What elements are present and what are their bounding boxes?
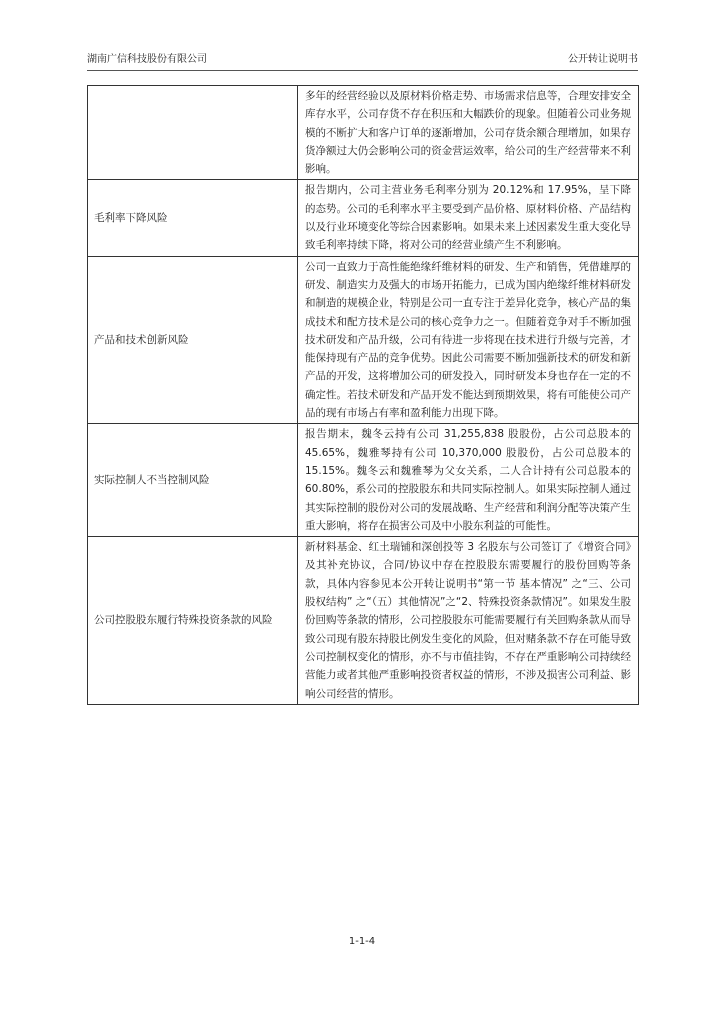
risk-name-cell: 产品和技术创新风险 [88,256,298,424]
header-divider [87,70,638,71]
company-name: 湖南广信科技股份有限公司 [87,54,207,65]
risk-table [87,85,639,705]
risk-description-cell [298,256,639,424]
table-row [88,180,639,256]
risk-name-cell: 毛利率下降风险 [88,180,298,256]
risk-description: 报告期末，魏冬云持有公司 31,255,838 股股份，占公司总股本的 45.65%，魏雅琴持有公司 10,370,000 股股份，占公司总股本的 15.15%。魏冬云和魏雅琴为父女关系，二人合计持有公司总股本的 60.80%，系公司的控股股东和共同实际控制人。如果实际控制人通过其实际控制的股份对公司的发展战略、生产经营和利润分配等决策产生重大影响，将存在损害公司及中小股东利益的可能性。 [305,428,631,532]
risk-description: 多年的经营经验以及原材料价格走势、市场需求信息等，合理安排安全库存水平，公司存货不存在积压和大幅跌价的现象。但随着公司业务规模的不断扩大和客户订单的逐渐增加，公司存货余额合理增加，如果存货净额过大仍会影响公司的资金营运效率，给公司的生产经营带来不利影响。 [305,90,631,176]
page-header [87,51,638,69]
table-row [88,86,639,180]
document-title: 公开转让说明书 [568,54,638,65]
table-row [88,256,639,424]
risk-description-cell [298,424,639,537]
risk-description-cell [298,86,639,180]
risk-description-cell [298,180,639,256]
table-row [88,424,639,537]
page-number: 1-1-4 [348,936,376,947]
risk-description: 报告期内，公司主营业务毛利率分别为 20.12%和 17.95%，呈下降的态势。公司的毛利率水平主要受到产品价格、原材料价格、产品结构以及行业环境变化等综合因素影响。如果未来上述因素发生重大变化导致毛利率持续下降，将对公司的经营业绩产生不利影响。 [305,184,631,252]
table-row [88,537,639,705]
risk-name-cell: 公司控股股东履行特殊投资条款的风险 [88,537,298,705]
risk-description: 公司一直致力于高性能绝缘纤维材料的研发、生产和销售，凭借雄厚的研发、制造实力及强大的市场开拓能力，已成为国内绝缘纤维材料研发和制造的规模企业，特别是公司一直专注于差异化竞争，核心产品的集成技术和配方技术是公司的核心竞争力之一。但随着竞争对手不断加强技术研发和产品升级，公司有待进一步将现在技术进行升级与完善，才能保持现有产品的竞争优势。因此公司需要不断加强新技术的研发和新产品的开发，这将增加公司的研发投入，同时研发本身也存在一定的不确定性。若技术研发和产品开发不能达到预期效果，将有可能使公司产品的现有市场占有率和盈利能力出现下降。 [305,260,631,420]
risk-description-cell [298,537,639,705]
risk-name-cell: 实际控制人不当控制风险 [88,424,298,537]
risk-description: 新材料基金、红土瑞铺和深创投等 3 名股东与公司签订了《增资合同》及其补充协议，合同/协议中存在控股股东需要履行的股份回购等条款，具体内容参见本公开转让说明书“第一节 基本情况” 之“三、公司股权结构” 之“（五）其他情况”之“2、特殊投资条款情况”。如果发生股份回购等条款的情形，公司控股股东可能需要履行有关回购条款从而导致公司现有股东持股比例发生变化的风险，但对赌条款不存在可能导致公司控制权变化的情形，亦不与市值挂钩，不存在严重影响公司持续经营能力或者其他严重影响投资者权益的情形，不涉及损害公司利益、影响公司经营的情形。 [305,541,631,700]
risk-name-cell [88,86,298,180]
